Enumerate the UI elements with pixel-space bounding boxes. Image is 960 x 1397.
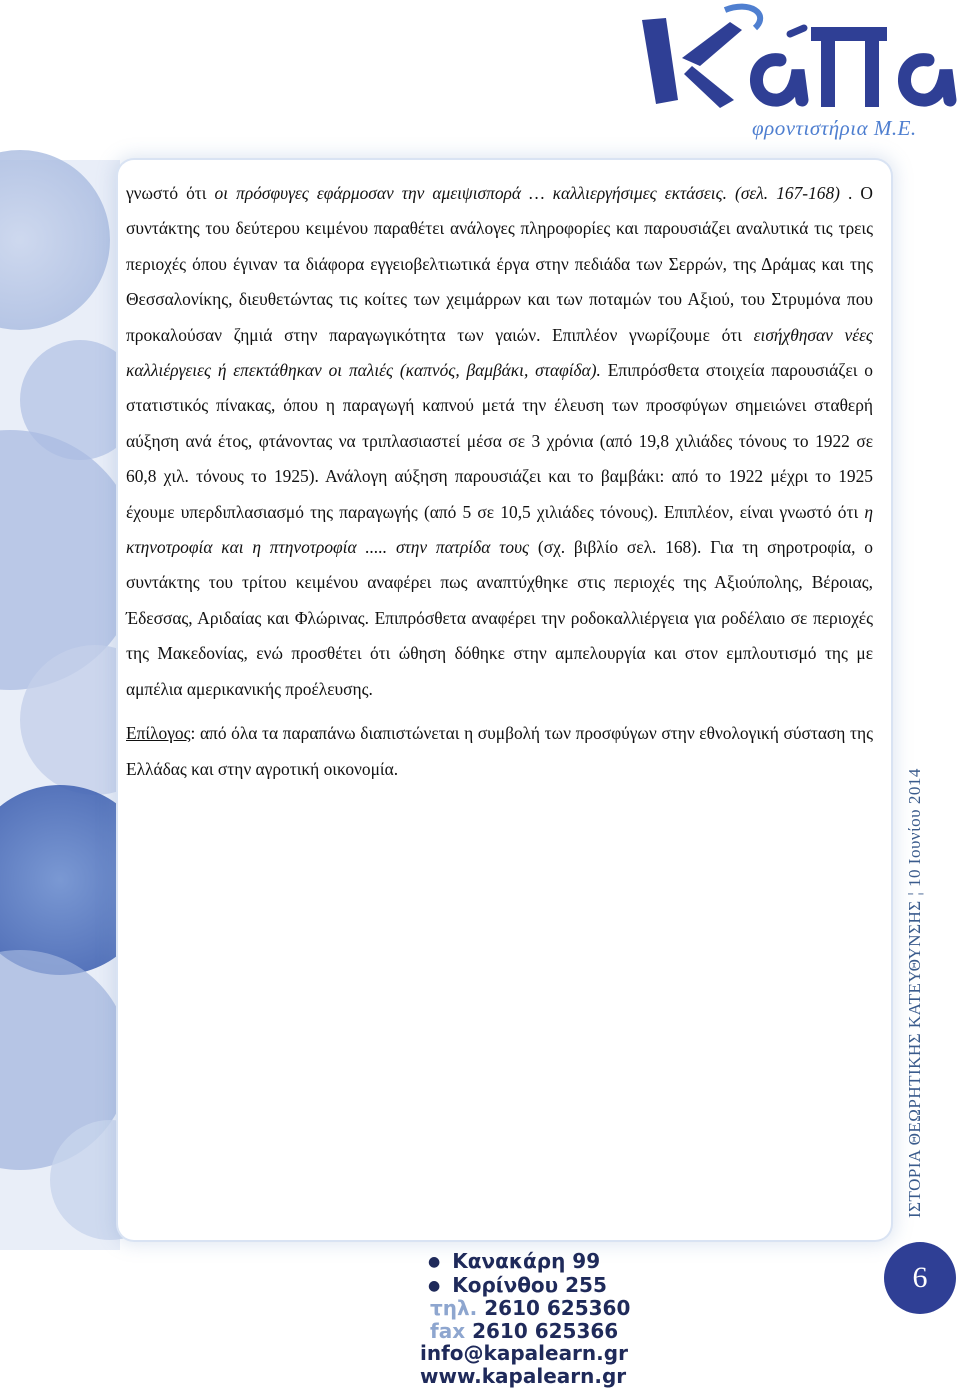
website-link[interactable]: www.kapalearn.gr — [420, 1363, 627, 1388]
epilogue-text: : από όλα τα παραπάνω διαπιστώνεται η συμβολή των προσφύγων στην εθνολογική σύσταση της Ελλάδας και στην αγροτική οικονομία. — [126, 723, 873, 779]
epilogue-label: Επίλογος — [126, 723, 191, 744]
phone-line — [420, 1297, 660, 1320]
fax-line — [420, 1320, 660, 1343]
text-run: . Ο συντάκτης του δεύτερου κειμένου παραθέτει ανάλογες πληροφορίες και παρουσιάζει αναλυτικά τις τρεις περιοχές όπου έγιναν τα διάφορα εγγειοβελτιωτικά έργα στην πεδιάδα των Σερρών, της Δράμας και της Θεσσαλονίκης, διευθετώντας τις κοίτες των χειμάρρων και των ποταμών του Αξιού, του Στρυμόνα που προκαλούσαν ζημιά στην παραγωγικότητα των γαιών. Επιπλέον γνωρίζουμε ότι — [126, 183, 873, 345]
fax-number: 2610 625366 — [472, 1318, 619, 1343]
logo-tagline: φροντιστήρια Μ.Ε. — [752, 116, 917, 140]
italic-quote: εισήχθησαν νέες καλλιέργειες ή επεκτάθηκαν οι παλιές (καπνός, βαμβάκι, σταφίδα). — [126, 324, 873, 381]
contact-info — [420, 1250, 660, 1387]
address-line-1: ● Κανακάρη 99 — [420, 1250, 660, 1274]
page-number: 6 — [884, 1242, 956, 1314]
phone-number: 2610 625360 — [484, 1296, 631, 1320]
text-run: Επιπρόσθετα στοιχεία παρουσιάζει ο στατιστικός πίνακας, όπου η παραγωγή καπνού μετά την έλευση των προσφύγων σημειώνει σταθερή αύξηση ανά έτος, φτάνοντας να τριπλασιαστεί μέσα σε 3 χρόνια (από 19,8 χιλιάδες τόνους το 1922 σε 60,8 χιλ. τόνους το 1925). Ανάλογη αύξηση παρουσιάζει και το βαμβάκι: από το 1922 μέχρι το 1925 έχουμε υπερδιπλασιασμό της παραγωγής (από 5 σε 10,5 χιλιάδες τόνους). Επιπλέον, είναι γνωστό ότι — [126, 360, 873, 522]
italic-quote: η κτηνοτροφία και η πτηνοτροφία ..... στην πατρίδα τους — [126, 501, 873, 558]
body-text — [126, 176, 873, 787]
text-run: (σχ. βιβλίο σελ. 168). Για τη σηροτροφία, ο συντάκτης του τρίτου κειμένου αναφέρει πως αναπτύχθηκε στις περιοχές της Αξιούπολης, Βέροιας, Έδεσσας, Αριδαίας και Φλώρινας. Επιπρόσθετα αναφέρει την ροδοκαλλιέργεια για ροδέλαιο σε περιοχές της Μακεδονίας, ενώ προσθέτει ότι ώθηση δόθηκε στην αμπελουργία και στον εμπλουτισμό της με αμπέλια αμερικανικής προέλευσης. — [126, 537, 873, 699]
side-label: ΙΣΤΟΡΙΑ ΘΕΩΡΗΤΙΚΗΣ ΚΑΤΕΥΘΥΝΣΗΣ ¦ 10 Ιουνίου 2014 — [905, 768, 924, 1218]
fax-label: fax — [430, 1318, 466, 1343]
email-link[interactable]: info@kapalearn.gr — [420, 1341, 628, 1365]
phone-label: τηλ. — [430, 1296, 478, 1320]
main-paragraph — [126, 176, 873, 707]
address-line-2: ● Κορίνθου 255 — [420, 1274, 660, 1298]
epilogue-paragraph — [126, 716, 873, 787]
text-run: γνωστό ότι — [126, 183, 215, 203]
italic-quote: οι πρόσφυγες εφάρμοσαν την αμειψισπορά … καλλιεργήσιμες εκτάσεις. (σελ. 167-168) — [214, 183, 840, 203]
